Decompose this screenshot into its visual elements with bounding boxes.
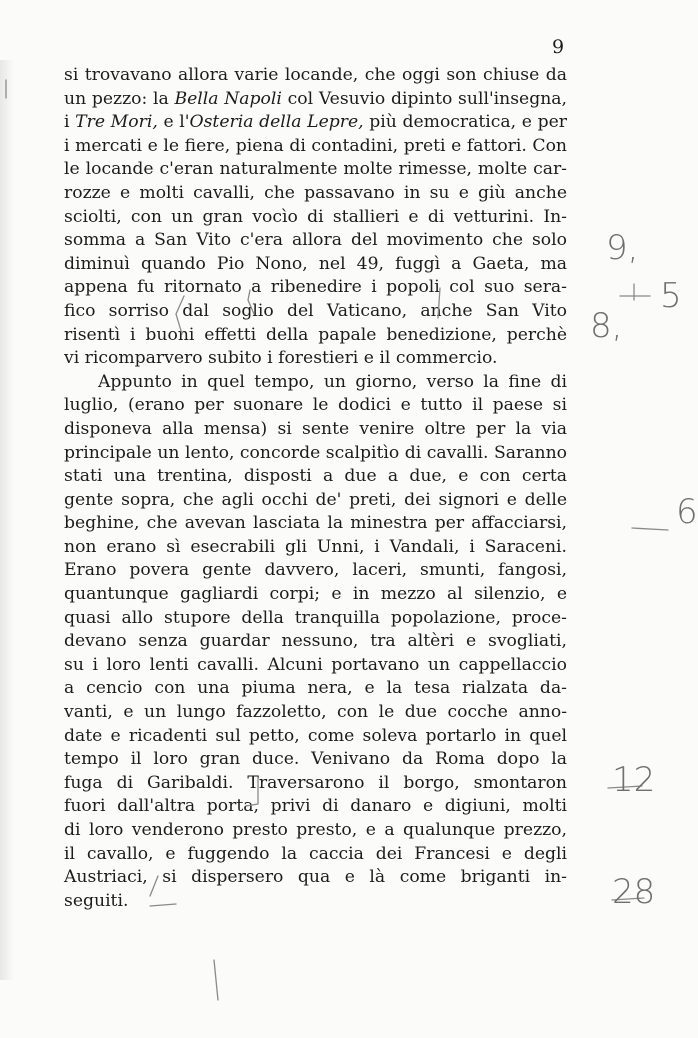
margin-note-8: 8, <box>590 306 623 346</box>
text-line: le locande c'eran naturalmente molte rimesse, molte car- <box>64 159 567 180</box>
text-line: di loro venderono presto presto, e a qualunque prezzo, <box>64 820 567 840</box>
margin-note-6: 6 <box>676 492 698 532</box>
text-line: seguiti. <box>64 890 129 911</box>
text-line: devano senza guardar nessuno, tra altèri e svogliati, <box>64 631 567 652</box>
text-line: a cencio con una piuma nera, e la tesa rialzata da- <box>64 678 567 699</box>
text-line: principale un lento, concorde scalpitìo di cavalli. Saranno <box>64 442 567 463</box>
text-line: stati una trentina, disposti a due a due, e con certa <box>64 466 567 487</box>
text-line: date e ricadenti sul petto, come soleva portarlo in quel <box>64 725 567 746</box>
text-line: Austriaci, si dispersero qua e là come briganti in- <box>64 867 567 888</box>
text-line: diminuì quando Pio Nono, nel 49, fuggì a Gaeta, ma <box>64 253 567 274</box>
margin-note-12: 12 <box>612 760 656 800</box>
text-line: quantunque gagliardi corpi; e in mezzo al silenzio, e <box>64 584 567 605</box>
text-line: sciolti, con un gran vocìo di stallieri e di vetturini. In- <box>64 206 567 227</box>
margin-note-5: 5 <box>660 276 682 316</box>
text-line: fuori dall'altra porta, privi di danaro e digiuni, molti <box>64 796 567 817</box>
text-line: si trovavano allora varie locande, che oggi son chiuse da <box>64 65 567 85</box>
text-line: non erano sì esecrabili gli Unni, i Vandali, i Saraceni. <box>64 536 567 557</box>
text-line: tempo il loro gran duce. Venivano da Roma dopo la <box>64 749 567 770</box>
text-line: somma a San Vito c'era allora del movimento che solo <box>64 230 567 251</box>
text-line: su i loro lenti cavalli. Alcuni portavano un cappellaccio <box>64 654 567 675</box>
text-line: fico sorriso dal soglio del Vaticano, anche San Vito <box>64 300 567 321</box>
margin-note-9: 9, <box>606 228 639 268</box>
body-text <box>64 64 567 913</box>
text-line: i Tre Mori, e l'Osteria della Lepre, più democratica, e per <box>64 112 567 133</box>
text-line: appena fu ritornato a ribenedire i popoli col suo sera- <box>64 277 567 298</box>
text-line: Erano povera gente davvero, laceri, smunti, fangosi, <box>64 560 567 581</box>
text-line: il cavallo, e fuggendo la caccia dei Francesi e degli <box>64 843 567 864</box>
text-line: beghine, che avevan lasciata la minestra per affacciarsi, <box>64 513 567 534</box>
text-line: risentì i buoni effetti della papale benedizione, perchè <box>64 324 567 345</box>
text-line: luglio, (erano per suonare le dodici e tutto il paese si <box>64 395 567 416</box>
page-number: 9 <box>552 36 565 58</box>
margin-note-28: 28 <box>612 872 656 912</box>
text-line: un pezzo: la Bella Napoli col Vesuvio dipinto sull'insegna, <box>64 88 568 109</box>
text-line: vanti, e un lungo fazzoletto, con le due cocche anno- <box>64 702 567 723</box>
text-line: fuga di Garibaldi. Traversarono il borgo, smontaron <box>64 772 567 793</box>
text-line: i mercati e le fiere, piena di contadini, preti e fattori. Con <box>64 135 567 156</box>
text-line: rozze e molti cavalli, che passavano in su e giù anche <box>64 182 567 203</box>
text-line: disponeva alla mensa) si sente venire oltre per la via <box>64 418 567 439</box>
text-line: quasi allo stupore della tranquilla popolazione, proce- <box>64 607 567 628</box>
text-line: Appunto in quel tempo, un giorno, verso la fine di <box>98 371 567 392</box>
text-line: vi ricomparvero subito i forestieri e il commercio. <box>64 348 498 369</box>
text-line: gente sopra, che agli occhi de' preti, dei signori e delle <box>64 489 567 510</box>
page-edge-shadow <box>0 60 14 980</box>
